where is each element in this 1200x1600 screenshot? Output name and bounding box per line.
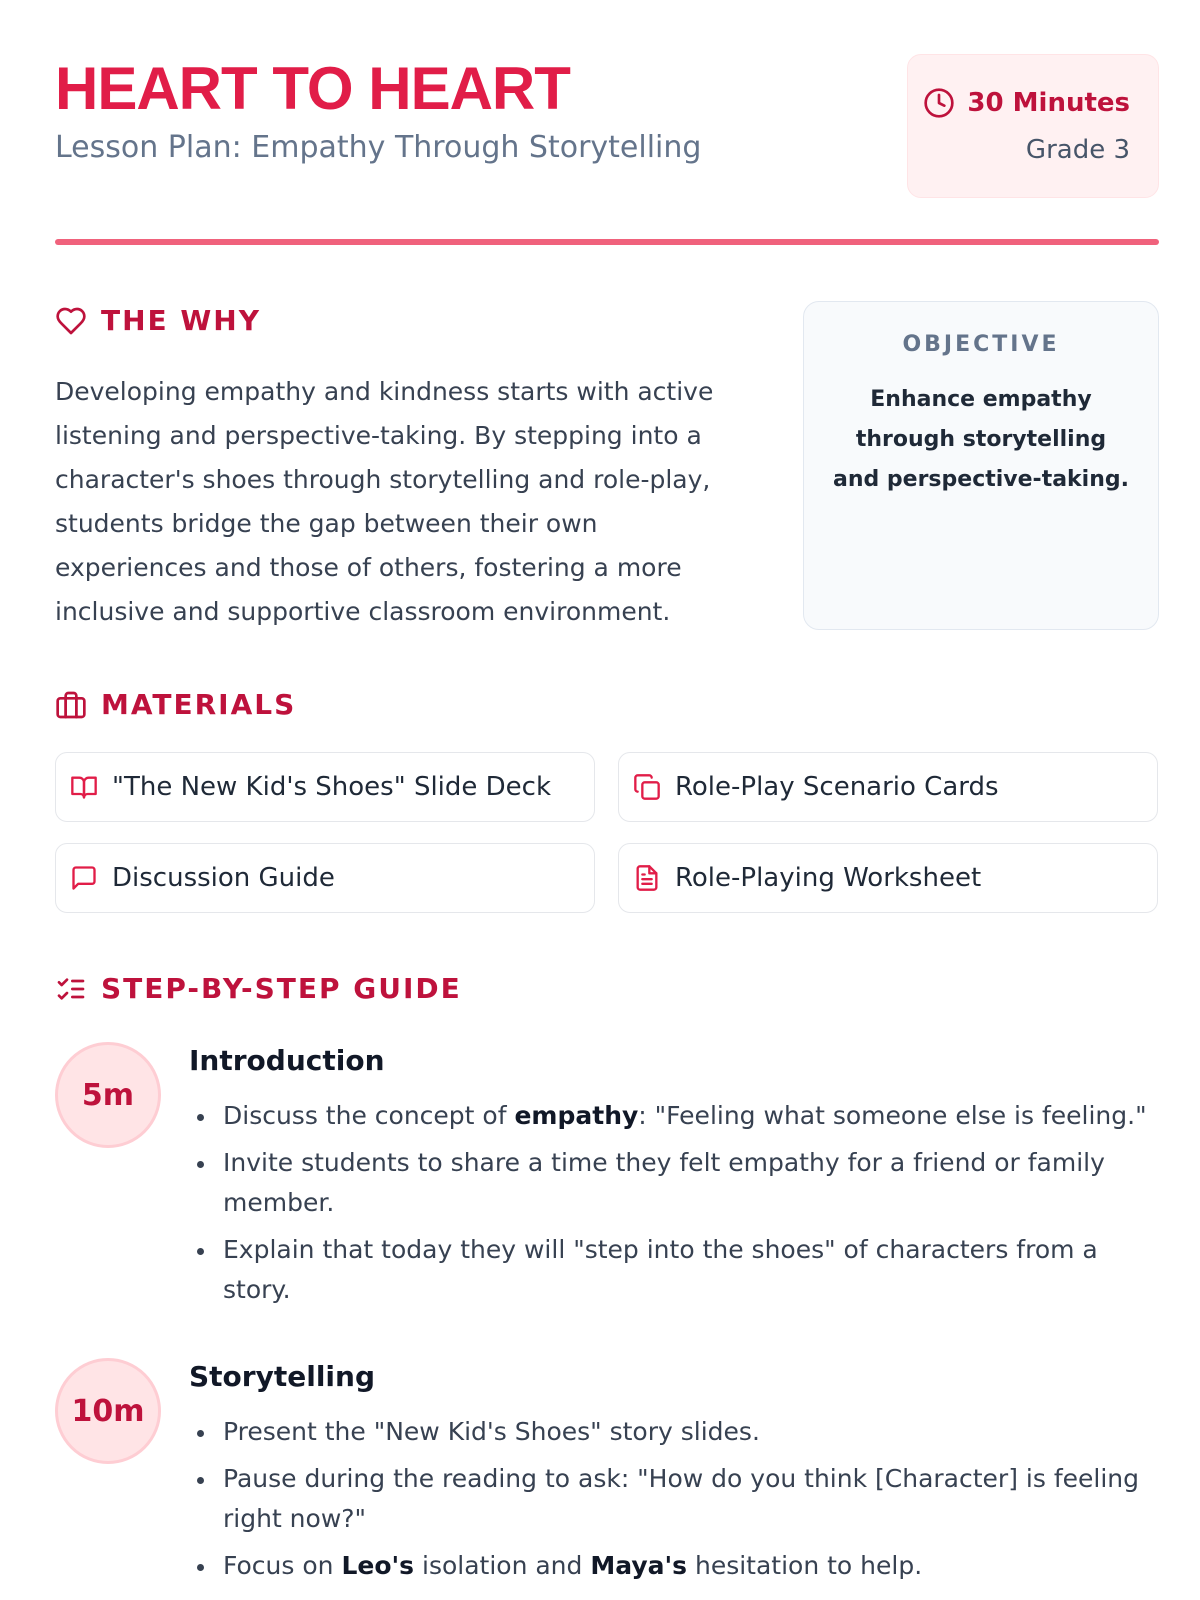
objective-text: Enhance empathy through storytelling and perspective-taking. xyxy=(833,387,1129,492)
lesson-plan-page xyxy=(55,0,1159,1600)
chat-icon xyxy=(70,864,98,892)
time-badge: 10m xyxy=(55,1358,161,1464)
material-label: Role-Playing Worksheet xyxy=(675,863,982,893)
material-label: "The New Kid's Shoes" Slide Deck xyxy=(112,772,552,802)
list-item: Present the "New Kid's Shoes" story slides. xyxy=(189,1412,1159,1452)
material-label: Role-Play Scenario Cards xyxy=(675,772,999,802)
why-heading-text: THE WHY xyxy=(101,304,262,337)
header xyxy=(55,52,1159,202)
header-divider xyxy=(55,239,1159,245)
material-item-slide-deck xyxy=(55,752,595,822)
objective-label: OBJECTIVE xyxy=(902,332,1060,357)
briefcase-icon xyxy=(55,689,87,721)
steps-heading xyxy=(55,972,462,1005)
objective-card xyxy=(803,301,1159,630)
clock-icon xyxy=(923,87,955,119)
list-item: Focus on Leo's isolation and Maya's hesitation to help. xyxy=(189,1546,1159,1586)
heart-icon xyxy=(55,305,87,337)
list-item: Invite students to share a time they felt empathy for a friend or family member. xyxy=(189,1143,1159,1223)
step-bullets xyxy=(189,1096,1159,1317)
why-heading xyxy=(55,304,261,337)
material-label: Discussion Guide xyxy=(112,863,335,893)
material-item-discussion-guide xyxy=(55,843,595,913)
step-title: Introduction xyxy=(189,1044,385,1077)
materials-heading xyxy=(55,688,296,721)
page-subtitle: Lesson Plan: Empathy Through Storytelling xyxy=(55,130,702,165)
list-item: Explain that today they will "step into the shoes" of characters from a story. xyxy=(189,1230,1159,1310)
time-badge: 5m xyxy=(55,1042,161,1148)
why-paragraph: Developing empathy and kindness starts with active listening and perspective-taking. By stepping into a character's shoes through storytelling and role-play, students bridge the gap between their own experiences and those of others, fostering a more inclusive and supportive classroom environment. xyxy=(55,377,714,626)
checklist-icon xyxy=(55,973,87,1005)
cards-icon xyxy=(633,773,661,801)
material-item-scenario-cards xyxy=(618,752,1158,822)
step-bullets xyxy=(189,1412,1159,1593)
duration xyxy=(923,87,1130,119)
list-item: Discuss the concept of empathy: "Feeling what someone else is feeling." xyxy=(189,1096,1159,1136)
steps-heading-text: STEP-BY-STEP GUIDE xyxy=(101,972,462,1005)
list-item: Pause during the reading to ask: "How do you think [Character] is feeling right now?" xyxy=(189,1459,1159,1539)
book-icon xyxy=(70,773,98,801)
material-item-worksheet xyxy=(618,843,1158,913)
duration-text: 30 Minutes xyxy=(967,88,1130,118)
materials-heading-text: MATERIALS xyxy=(101,688,297,721)
lesson-meta-card xyxy=(907,54,1159,198)
document-icon xyxy=(633,864,661,892)
step-title: Storytelling xyxy=(189,1360,375,1393)
grade-text: Grade 3 xyxy=(1025,135,1130,165)
page-title: HEART TO HEART xyxy=(55,55,570,122)
